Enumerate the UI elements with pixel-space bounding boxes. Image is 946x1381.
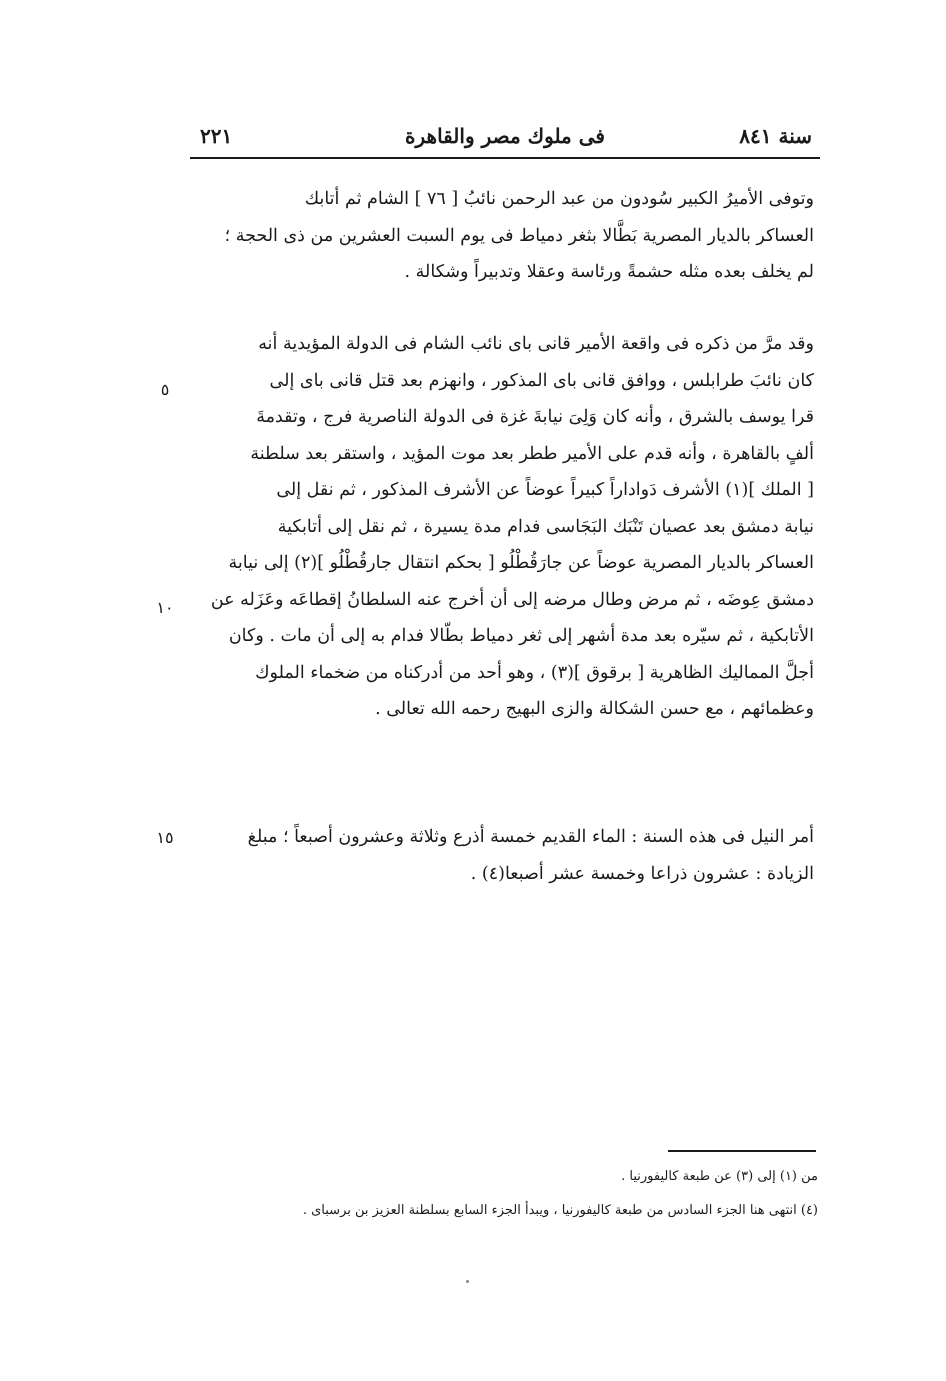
- text-line: وعظمائهم ، مع حسن الشكالة والزى البهيج رحمه الله تعالى .: [375, 699, 814, 719]
- footnote: من (١) إلى (٣) عن طبعة كاليفورنيا .: [621, 1169, 818, 1184]
- text-line: أمر النيل فى هذه السنة : الماء القديم خمسة أذرع وثلاثة وعشرون أصبعاً ؛ مبلغ: [247, 827, 814, 847]
- text-line: العساكر بالديار المصرية عوضاً عن جارَقُطْلُو [ بحكم انتقال جارقُطْلُو ](٢) إلى نيابة: [228, 553, 814, 573]
- line-number-marker: ١٠: [156, 598, 174, 617]
- year-heading: سنة ٨٤١: [739, 124, 812, 148]
- footnote: (٤) انتهى هنا الجزء السادس من طبعة كاليفورنيا ، ويبدأ الجزء السابع بسلطنة العزيز بن برسباى .: [302, 1203, 818, 1218]
- text-line: الزيادة : عشرون ذراعا وخمسة عشر أصبعا(٤) .: [470, 863, 814, 884]
- text-line: دمشق عِوضَه ، ثم مرض وطال مرضه إلى أن أخرج عنه السلطانُ إقطاعَه وعَزَله عن: [210, 589, 814, 610]
- line-number-marker: ٥: [160, 380, 170, 399]
- text-line: الأتابكية ، ثم سيّره بعد مدة أشهر إلى ثغر دمياط بطّالا فدام به إلى أن مات . وكان: [228, 626, 814, 646]
- paragraph: [196, 326, 814, 728]
- paragraph: [196, 181, 814, 291]
- text-line: أجلَّ المماليك الظاهرية [ برقوق ](٣) ، وهو أحد من أدركناه من ضخماء الملوك: [255, 662, 814, 683]
- line-number-marker: ١٥: [156, 828, 174, 847]
- text-line: نيابة دمشق بعد عصيان تَنْبَك البَجَاسى فدام مدة يسيرة ، ثم نقل إلى أتابكية: [277, 516, 814, 537]
- text-line: [ الملك ](١) الأشرف دَواداراً كبيراً عوضاً عن الأشرف المذكور ، ثم نقل إلى: [276, 480, 814, 500]
- text-line: ألفٍ بالقاهرة ، وأنه قدم على الأمير ططر بعد موت المؤيد ، واستقر بعد سلطنة: [250, 443, 814, 464]
- running-header: [190, 120, 820, 156]
- text-line: العساكر بالديار المصرية بَطَّالا بثغر دمياط فى يوم السبت العشرين من ذى الحجة ؛: [224, 225, 814, 246]
- running-title: فى ملوك مصر والقاهرة: [405, 124, 605, 148]
- text-line: قرا يوسف بالشرق ، وأنه كان وَلِىَ نيابةَ غزة فى الدولة الناصرية فرج ، وتقدمةَ: [256, 407, 814, 427]
- paper-speck: [466, 1280, 469, 1283]
- page-number: ٢٢١: [200, 124, 233, 148]
- footnote-separator: [668, 1150, 816, 1152]
- header-rule: [190, 157, 820, 159]
- paragraph: [196, 819, 814, 892]
- text-line: كان نائبَ طرابلس ، ووافق قانى باى المذكور ، وانهزم بعد قتل قانى باى إلى: [269, 370, 814, 391]
- footnotes: [190, 1160, 818, 1228]
- text-line: وتوفى الأميرُ الكبير سُودون من عبد الرحمن نائبُ [ ٧٦ ] الشام ثم أتابك: [304, 189, 814, 209]
- text-line: لم يخلف بعده مثله حشمةً ورئاسة وعقلا وتدبيراً وشكالة .: [404, 262, 814, 282]
- text-line: وقد مرَّ من ذكره فى واقعة الأمير قانى باى نائب الشام فى الدولة المؤيدية أنه: [258, 334, 814, 354]
